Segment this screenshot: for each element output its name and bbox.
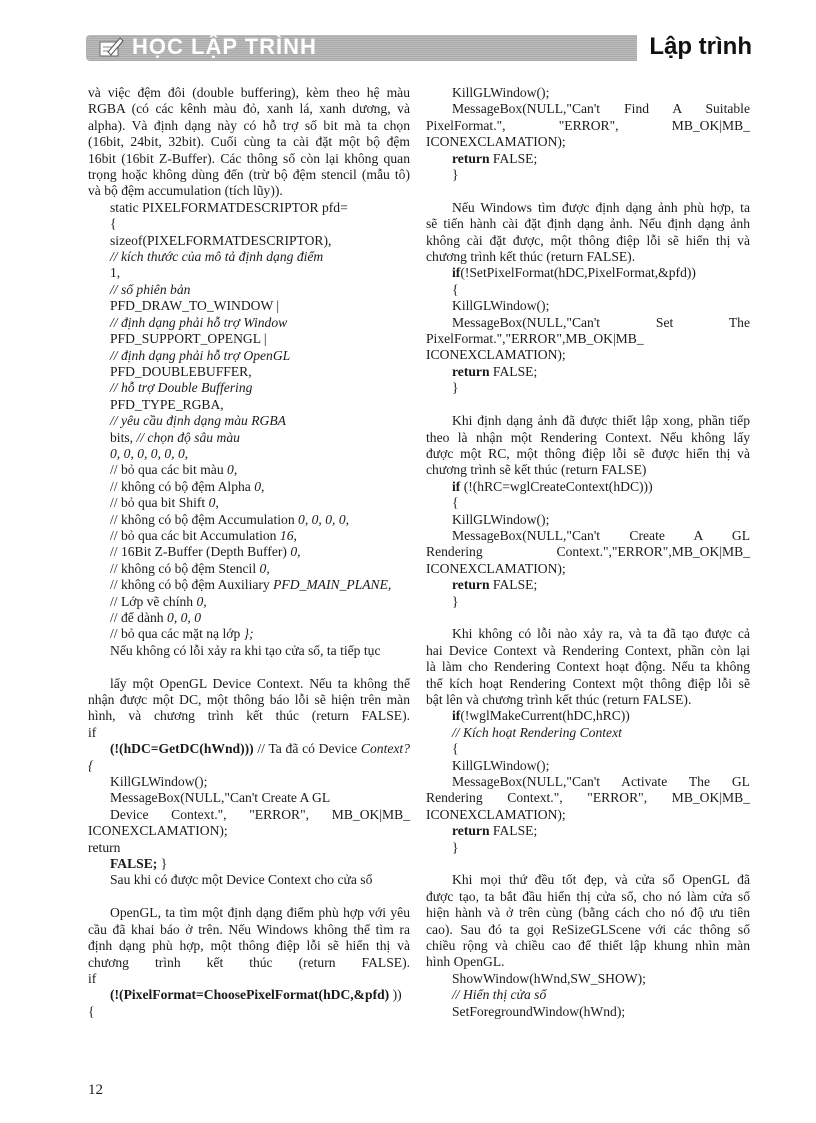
code-line [88,594,410,610]
code-line [88,512,410,528]
code-line [88,577,410,593]
code-text: FALSE; [492,823,538,839]
text-line: được một RC, một thông điệp lỗi sẽ được hiển thị và [426,445,750,461]
code-keyword: if [452,478,461,494]
code-line [88,430,410,446]
code-line: { [452,495,459,511]
code-keyword: return [452,150,490,166]
code-comment: 0, [259,560,270,576]
text-line: chương trình sẽ kết thúc (return FALSE) [426,462,647,478]
code-line [88,462,410,478]
code-comment: { [88,757,94,773]
code-line [88,561,410,577]
text-line: sẽ tiến hành cài đặt định dạng ảnh. Nếu định dạng ảnh [426,216,750,232]
code-keyword: return [452,823,490,839]
page-header [86,30,756,64]
code-line [426,708,750,724]
left-column [88,85,410,1020]
code-text: // Lớp vẽ chính [110,593,194,609]
right-column [426,85,750,1020]
code-text: // không có bộ đệm Auxiliary [110,577,270,593]
text-line: chương trình kết thúc (return FALSE). [88,954,410,970]
code-text: bits, [110,429,134,445]
code-line [426,823,750,839]
code-line: MessageBox(NULL,"Can't Activate The GL [452,774,750,790]
code-text: // Ta đã có Device [257,741,358,757]
code-keyword: return [452,577,490,593]
paragraph-gap [426,610,750,626]
text-line: Khi mọi thứ đều tốt đẹp, và cửa sổ OpenGL đã [452,872,750,888]
code-line: Nếu không có lỗi xảy ra khi tạo cửa sổ, ta tiếp tục [110,642,381,658]
text-line: lấy một OpenGL Device Context. Nếu ta không thể [110,675,410,691]
code-comment: 0, [290,544,301,560]
code-comment: // kích thước của mô tả định dạng điểm [110,249,324,265]
code-comment: 0, 0, 0 [167,610,201,625]
code-keyword: if [452,265,461,281]
code-line [88,741,410,757]
code-comment: // Hiển thị cửa sổ [452,987,547,1003]
code-line: } [452,167,459,183]
code-line: { [110,216,117,232]
text-line: chương trình kết thúc (return FALSE). [426,249,636,265]
code-comment: // Kích hoạt Rendering Context [452,724,622,740]
code-text: // không có bộ đệm Alpha [110,478,251,494]
code-comment: // số phiên bản [110,281,191,297]
header-title-group [98,33,317,61]
code-line [88,610,410,626]
code-line: return [88,839,121,855]
code-line [88,856,410,872]
page-number: 12 [88,1082,103,1098]
code-line: PFD_TYPE_RGBA, [110,396,224,412]
code-line: } [452,380,459,396]
code-text: (!SetPixelFormat(hDC,PixelFormat,&pfd)) [460,265,696,281]
code-line: Device Context.", "ERROR", MB_OK|MB_ [110,806,410,822]
code-line [426,479,750,495]
code-line: KillGLWindow(); [110,774,208,790]
code-line: { [452,741,459,757]
code-line: KillGLWindow(); [452,85,550,100]
code-line: KillGLWindow(); [452,511,550,527]
text-line: hai Device Context và Rendering Context, phần còn lại [426,642,750,658]
code-line: Sau khi có được một Device Context cho cửa sổ [110,872,373,888]
code-line [88,626,410,642]
code-line: MessageBox(NULL,"Can't Find A Suitable [452,101,750,117]
code-text: // không có bộ đệm Accumulation [110,511,295,527]
text-line: và bộ đệm accumulation (tích lũy)). [88,183,283,199]
text-line: và việc đệm đôi (double buffering), kèm theo hệ màu [88,85,410,100]
code-text: FALSE; [492,150,538,166]
code-text: // để dành [110,610,164,625]
text-line: là làm cho Rendering Context hoạt động. Nếu ta không [426,659,750,675]
code-text: (!(hRC=wglCreateContext(hDC))) [463,478,653,494]
code-comment: // định dạng phải hỗ trợ Window [110,314,288,330]
code-line [426,265,750,281]
code-text: FALSE; [492,363,538,379]
code-line: PFD_DRAW_TO_WINDOW | [110,298,280,314]
text-line: không cài đặt được, một thông điệp lỗi sẽ hiển thị và [426,232,750,248]
paragraph-gap [426,183,750,199]
text-line: được tạo, ta bắt đầu hiển thị cửa sổ, cho nó làm cửa sổ [426,888,750,904]
text-line: hình OpenGL. [426,954,505,970]
section-title: HỌC LẬP TRÌNH [132,34,317,59]
code-line [88,479,410,495]
code-line: sizeof(PIXELFORMATDESCRIPTOR), [110,232,332,248]
code-line: } [452,593,459,609]
text-line: if [88,724,97,740]
code-line [88,495,410,511]
code-keyword: if [452,708,461,724]
code-text: // không có bộ đệm Stencil [110,560,257,576]
code-text: FALSE; [492,577,538,593]
text-line: Nếu Windows tìm được định dạng ảnh phù hợp, ta [452,199,750,215]
text-line: (16bit, 24bit, 32bit). Cuối cùng ta cài đặt một bộ đệm [88,134,410,150]
code-text: // bỏ qua các bit Accumulation [110,527,277,543]
text-line: OpenGL, ta tìm một định dạng điểm phù hợp với yêu [110,905,410,921]
code-line: ICONEXCLAMATION); [426,134,566,150]
paragraph-gap [88,659,410,675]
text-line: Khi định dạng ảnh đã được thiết lập xong, phần tiếp [452,413,750,429]
code-line [426,364,750,380]
code-keyword: FALSE; [110,856,158,872]
code-comment: }; [243,626,254,642]
text-line: RGBA (có các kênh màu đỏ, xanh lá, xanh dương, và [88,101,410,117]
code-line: } [452,839,459,855]
code-line: MessageBox(NULL,"Can't Set The [452,314,750,330]
code-comment: 0, [227,462,238,478]
code-line: Rendering Context.", "ERROR", MB_OK|MB_ [426,790,750,806]
code-text: // bỏ qua bit Shift [110,495,206,511]
code-text: (!wglMakeCurrent(hDC,hRC)) [460,708,630,724]
code-text: // bỏ qua các mặt nạ lớp [110,626,241,642]
code-line: ICONEXCLAMATION); [426,806,566,822]
text-line: if [88,970,97,986]
code-line: ICONEXCLAMATION); [426,347,566,363]
text-line: trọng hoặc không dùng đến (trừ bộ đệm stencil (mẫu tô) [88,167,410,183]
code-line [426,151,750,167]
code-line: SetForegroundWindow(hWnd); [452,1003,626,1019]
category-label: Lập trình [637,32,756,62]
code-text: // bỏ qua các bit màu [110,462,224,478]
code-comment: 0, [208,495,219,511]
code-line: ICONEXCLAMATION); [88,823,228,839]
code-line [88,528,410,544]
code-text: } [160,856,168,872]
paragraph-gap [88,889,410,905]
text-line: cầu đã khai báo ở trên. Nếu Windows không thể tìm ra [88,921,410,937]
code-line: MessageBox(NULL,"Can't Create A GL [452,527,750,543]
code-keyword: (!(PixelFormat=ChoosePixelFormat(hDC,&pfd) [110,987,390,1003]
code-line: PixelFormat.","ERROR",MB_OK|MB_ [426,331,644,347]
code-line [426,577,750,593]
code-comment: PFD_MAIN_PLANE, [273,577,392,593]
text-line: hình, và chương trình kết thúc (return FALSE). [88,708,410,724]
code-text: // 16Bit Z-Buffer (Depth Buffer) [110,544,287,560]
code-line [88,544,410,560]
code-line: MessageBox(NULL,"Can't Create A GL [110,790,331,806]
text-line: 16bit (16bit Z-Buffer). Các thông số còn lại không quan [88,150,410,166]
code-comment: 16, [279,527,297,543]
code-line: 1, [110,265,121,281]
code-line: PFD_DOUBLEBUFFER, [110,363,252,379]
text-line: định dạng phù hợp, một thông điệp lỗi sẽ hiển thị và [88,938,410,954]
code-comment: // chọn độ sâu màu [136,429,240,445]
text-line: hiện hành và ở trên cùng (bằng cách cho nó độ ưu tiên [426,905,750,921]
code-comment: // định dạng phải hỗ trợ OpenGL [110,347,291,363]
text-line: chiều rộng và chiều cao để thiết lập khung nhìn màn [426,938,750,954]
code-comment: 0, 0, 0, 0, 0, 0, [110,445,189,461]
code-comment: // yêu cầu định dạng màu RGBA [110,413,286,429]
code-line: PFD_SUPPORT_OPENGL | [110,331,267,347]
code-comment: 0, [254,478,265,494]
code-keyword: (!(hDC=GetDC(hWnd))) [110,741,254,757]
text-line: bật lên và chương trình kết thúc (return FALSE). [426,691,692,707]
code-comment: 0, 0, 0, 0, [298,511,350,527]
code-text: )) [392,987,402,1003]
paragraph-gap [426,397,750,413]
code-comment: 0, [196,593,207,609]
text-line: cao). Sau đó ta gọi ReSizeGLScene với các thông số [426,921,750,937]
pencil-notebook-icon [98,36,124,58]
code-line: ShowWindow(hWnd,SW_SHOW); [452,970,646,986]
text-line: theo là nhận một Rendering Context. Nếu không lấy [426,429,750,445]
text-line: alpha). Và định dạng này có hỗ trợ số bit mà ta chọn [88,117,410,133]
code-line: static PIXELFORMATDESCRIPTOR pfd= [110,199,348,215]
code-line [88,987,410,1003]
code-line: PixelFormat.", "ERROR", MB_OK|MB_ [426,117,750,133]
code-keyword: return [452,363,490,379]
code-line: { [452,281,459,297]
code-line: ICONEXCLAMATION); [426,560,566,576]
code-line: KillGLWindow(); [452,757,550,773]
text-line: Khi không có lỗi nào xảy ra, và ta đã tạo được cả [452,626,750,642]
code-line: KillGLWindow(); [452,298,550,314]
code-line: { [88,1003,95,1019]
paragraph-gap [426,856,750,872]
text-line: nhận được một DC, một thông báo lỗi sẽ hiện trên màn [88,692,410,708]
code-line: Rendering Context.","ERROR",MB_OK|MB_ [426,544,750,560]
text-line: thể kích hoạt Rendering Context một thông điệp lỗi sẽ [426,675,750,691]
code-comment: // hỗ trợ Double Buffering [110,380,253,396]
code-comment: Context? [360,741,410,757]
